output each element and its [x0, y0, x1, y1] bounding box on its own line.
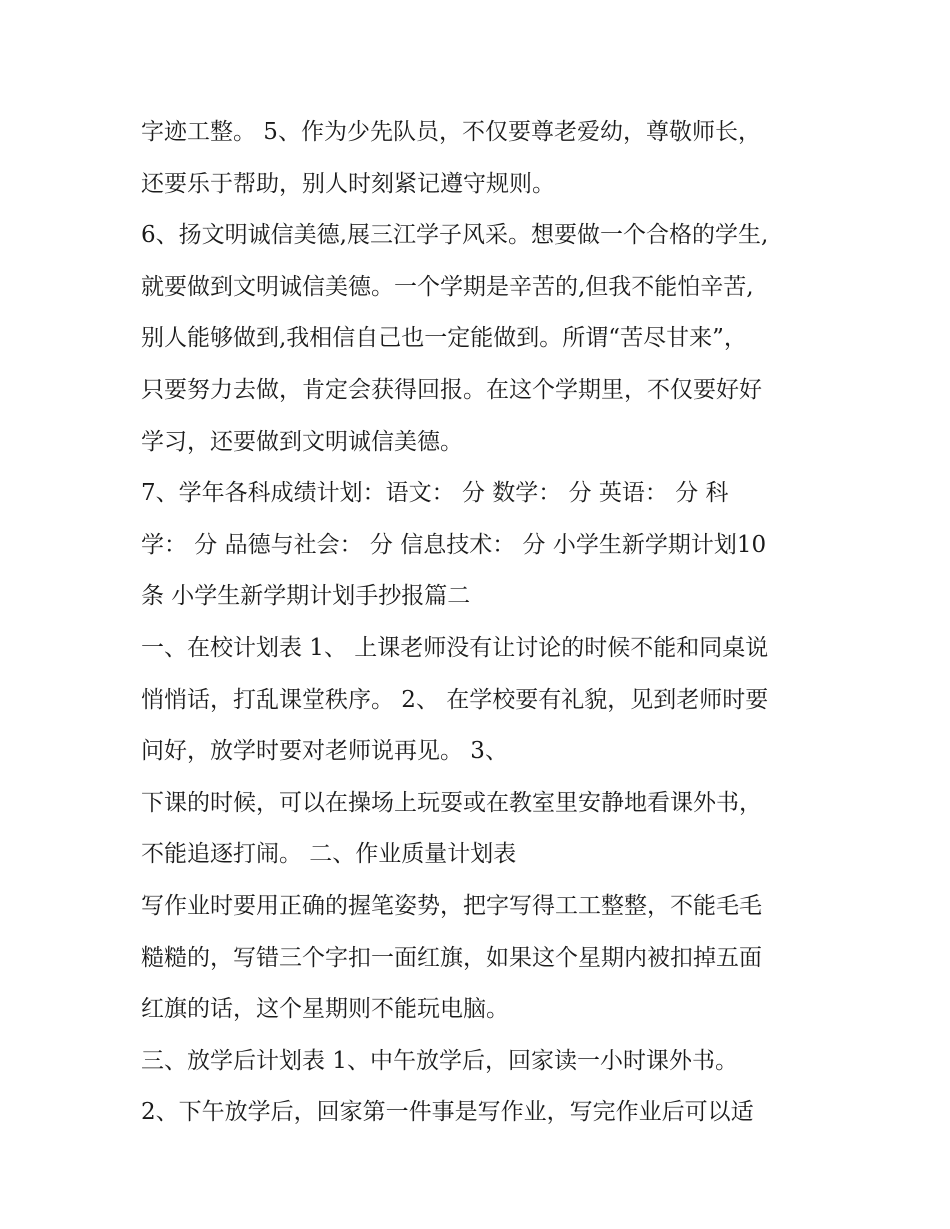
document-body [141, 107, 841, 1139]
text-line: 学： 分 品德与社会： 分 信息技术： 分 小学生新学期计划10 [141, 531, 767, 558]
text-line: 问好，放学时要对老师说再见。 3、 [141, 738, 508, 765]
text-line: 只要努力去做，肯定会获得回报。在这个学期里，不仅要好好 [141, 376, 762, 403]
text-line: 三、放学后计划表 1、中午放学后，回家读一小时课外书。 [141, 1047, 738, 1074]
text-line: 一、在校计划表 1、 上课老师没有让讨论的时候不能和同桌说 [141, 634, 769, 661]
text-line: 下课的时候，可以在操场上玩耍或在教室里安静地看课外书， [141, 789, 762, 816]
text-line: 别人能够做到,我相信自己也一定能做到。所谓“苦尽甘来”， [141, 325, 747, 352]
text-line: 字迹工整。 5、作为少先队员，不仅要尊老爱幼，尊敬师长， [141, 119, 761, 145]
text-line: 学习，还要做到文明诚信美德。 [141, 428, 463, 455]
text-line: 不能追逐打闹。 二、作业质量计划表 [141, 841, 517, 868]
text-line: 悄悄话，打乱课堂秩序。 2、 在学校要有礼貌，见到老师时要 [141, 686, 769, 713]
text-line: 糙糙的，写错三个字扣一面红旗，如果这个星期内被扣掉五面 [141, 944, 762, 971]
text-line: 7、学年各科成绩计划：语文： 分 数学： 分 英语： 分 科 [141, 480, 729, 507]
text-line: 就要做到文明诚信美德。一个学期是辛苦的,但我不能怕辛苦, [141, 273, 754, 300]
text-line: 6、扬文明诚信美德,展三江学子风采。想要做一个合格的学生, [141, 222, 769, 249]
text-line: 条 小学生新学期计划手抄报篇二 [141, 583, 471, 610]
text-line: 2、下午放学后，回家第一件事是写作业，写完作业后可以适 [141, 1099, 754, 1126]
text-line: 写作业时要用正确的握笔姿势，把字写得工工整整，不能毛毛 [141, 892, 762, 919]
text-line: 红旗的话，这个星期则不能玩电脑。 [141, 996, 509, 1023]
text-line: 还要乐于帮助，别人时刻紧记遵守规则。 [141, 170, 555, 197]
